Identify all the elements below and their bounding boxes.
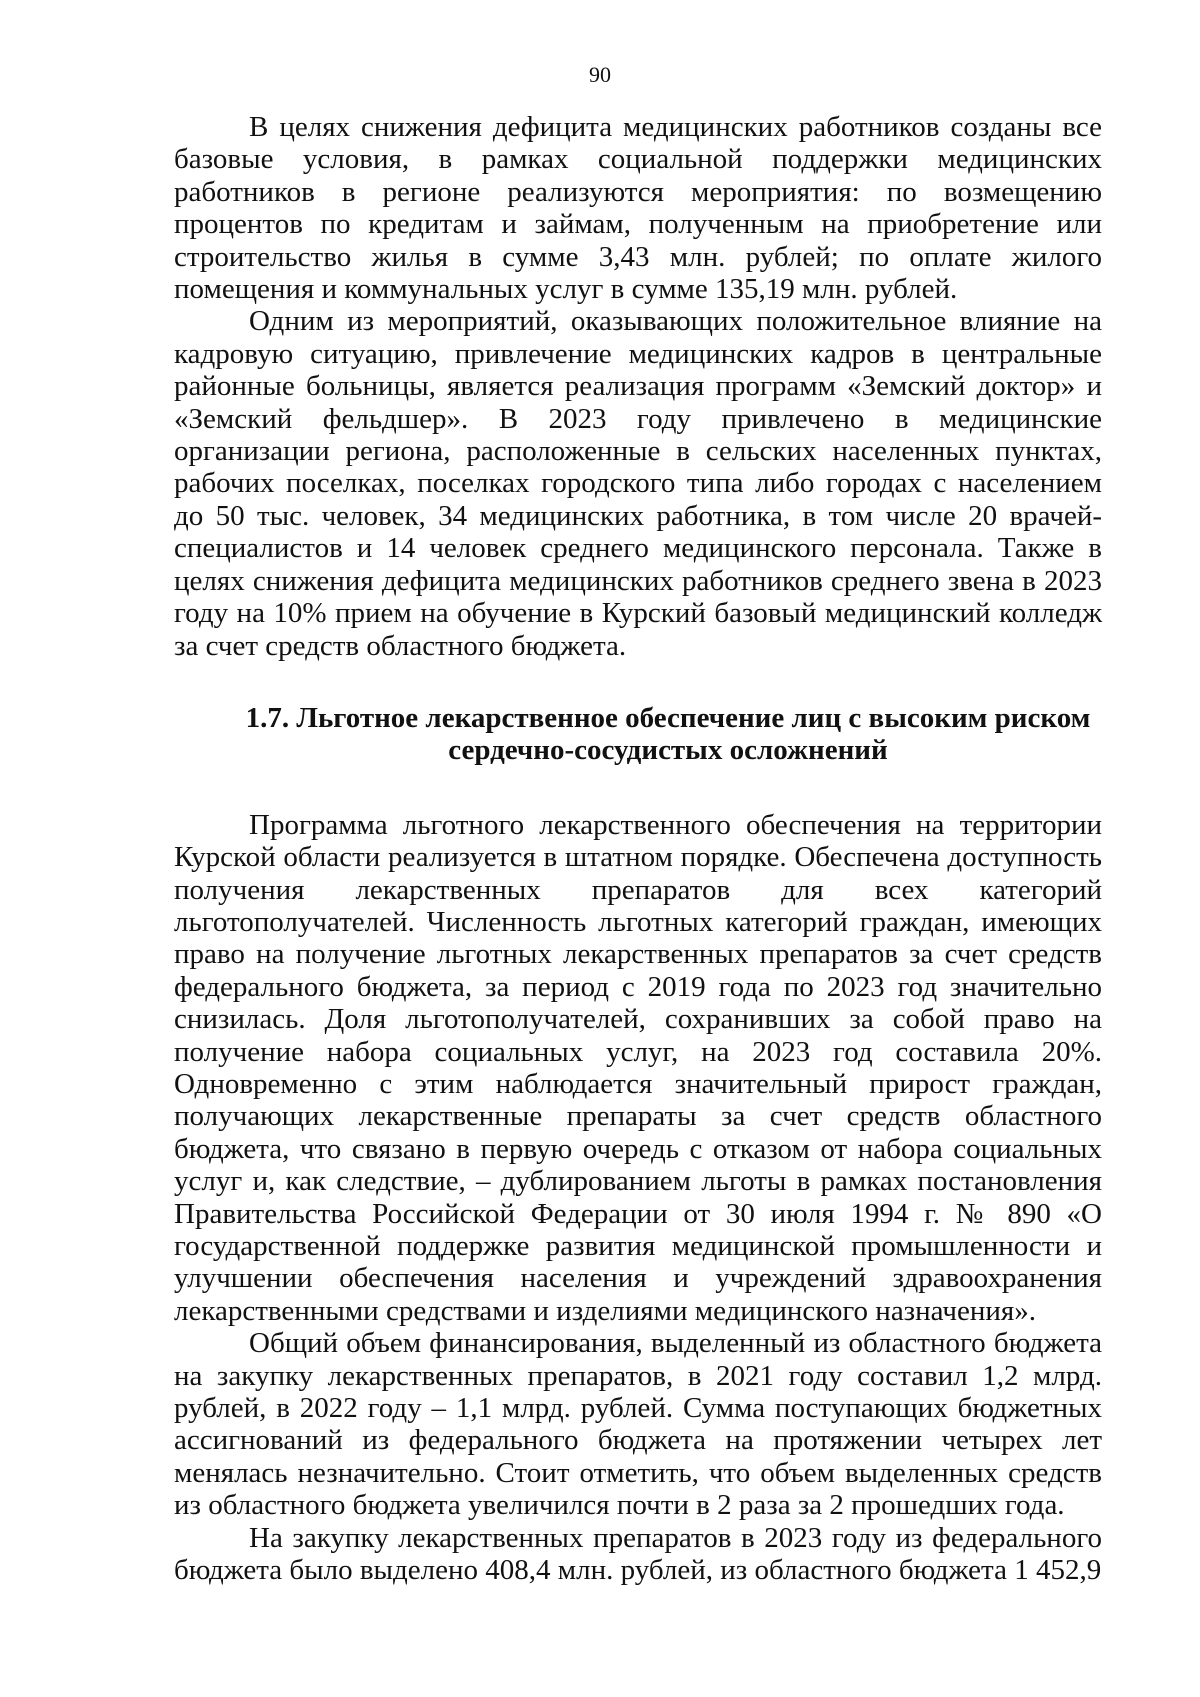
paragraph-zemsky-programs: Одним из мероприятий, оказывающих положительное влияние на кадровую ситуацию, привлечение медицинских кадров в центральные районные больницы, является реализация программ «Земский доктор» и «Земский фельдшер». В 2023 году привлечено в медицинские организации региона, расположенные в сельских населенных пунктах, рабочих поселках, поселках городского типа либо городах с населением до 50 тыс. человек, 34 медицинских работника, в том числе 20 врачей-специалистов и 14 человек среднего медицинского персонала. Также в целях снижения дефицита медицинских работников среднего звена в 2023 году на 10% прием на обучение в Курский базовый медицинский колледж за счет средств областного бюджета. xyxy=(174,305,1102,662)
section-heading-line-1: 1.7. Льготное лекарственное обеспечение лиц с высоким риском xyxy=(245,701,1091,734)
section-heading xyxy=(174,702,1102,767)
paragraph-drug-program: Программа льготного лекарственного обеспечения на территории Курской области реализуется в штатном порядке. Обеспечена доступность получения лекарственных препаратов для всех категорий льготополучателей. Численность льготных категорий граждан, имеющих право на получение льготных лекарственных препаратов за счет средств федерального бюджета, за период с 2019 года по 2023 год значительно снизилась. Доля льготополучателей, сохранивших за собой право на получение набора социальных услуг, на 2023 год составила 20%. Одновременно с этим наблюдается значительный прирост граждан, получающих лекарственные препараты за счет средств областного бюджета, что связано в первую очередь с отказом от набора социальных услуг и, как следствие, – дублированием льготы в рамках постановления Правительства Российской Федерации от 30 июля 1994 г. № 890 «О государственной поддержке развития медицинской промышленности и улучшении обеспечения населения и учреждений здравоохранения лекарственными средствами и изделиями медицинского назначения». xyxy=(174,808,1102,1327)
section-heading-line-2: сердечно-сосудистых осложнений xyxy=(448,734,888,767)
paragraph-procurement-2023: На закупку лекарственных препаратов в 2023 году из федерального бюджета было выделено 408,4 млн. рублей, из областного бюджета 1 452,9 xyxy=(174,1521,1102,1587)
paragraph-staff-support: В целях снижения дефицита медицинских работников созданы все базовые условия, в рамках социальной поддержки медицинских работников в регионе реализуются мероприятия: по возмещению процентов по кредитам и займам, полученным на приобретение или строительство жилья в сумме 3,43 млн. рублей; по оплате жилого помещения и коммунальных услуг в сумме 135,19 млн. рублей. xyxy=(174,111,1102,306)
paragraph-funding-volume: Общий объем финансирования, выделенный из областного бюджета на закупку лекарственных препаратов, в 2021 году составил 1,2 млрд. рублей, в 2022 году – 1,1 млрд. рублей. Сумма поступающих бюджетных ассигнований из федерального бюджета на протяжении четырех лет менялась незначительно. Стоит отметить, что объем выделенных средств из областного бюджета увеличился почти в 2 раза за 2 прошедших года. xyxy=(174,1327,1102,1522)
page-number: 90 xyxy=(589,62,611,87)
document-body xyxy=(174,111,1102,1586)
